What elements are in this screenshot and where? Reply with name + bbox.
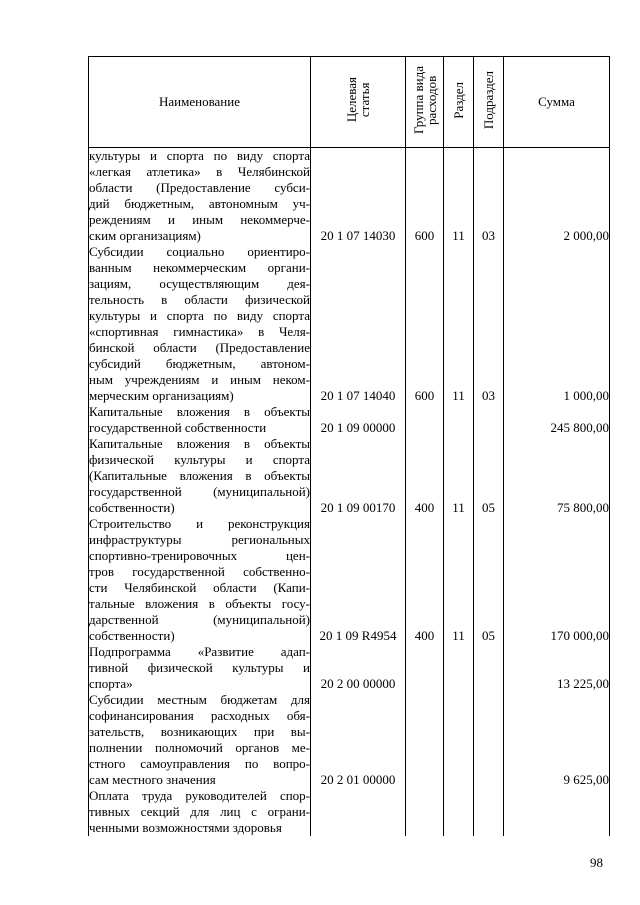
name-line: Капитальные вложения в объекты — [89, 436, 310, 451]
row-sum: 9 625,00 — [504, 692, 610, 788]
name-line: «легкая атлетика» в Челябинской — [89, 164, 310, 179]
row-section: 11 — [444, 244, 474, 404]
name-line: культуры и спорта по виду спорта — [89, 308, 310, 323]
table-body — [89, 148, 610, 837]
header-name: Наименование — [89, 57, 311, 148]
name-line: тров государственной собственно- — [89, 564, 310, 579]
row-article: 20 1 07 14040 — [311, 244, 406, 404]
header-subsection: Подраздел — [474, 57, 504, 148]
row-section — [444, 404, 474, 436]
row-article: 20 2 01 00000 — [311, 692, 406, 788]
row-group — [406, 404, 444, 436]
row-subsection: 05 — [474, 516, 504, 644]
name-line: тивных секций для лиц с ограни- — [89, 804, 310, 819]
table-row — [89, 516, 610, 644]
row-group: 600 — [406, 148, 444, 245]
name-line: тальные вложения в объекты госу- — [89, 596, 310, 611]
row-sum: 245 800,00 — [504, 404, 610, 436]
row-sum — [504, 788, 610, 836]
name-line: государственной (муниципальной) — [89, 484, 310, 499]
row-name — [89, 436, 311, 516]
name-line: сам местного значения — [89, 772, 216, 787]
table-row — [89, 692, 610, 788]
row-name — [89, 788, 311, 836]
row-article: 20 1 09 00170 — [311, 436, 406, 516]
row-section — [444, 788, 474, 836]
table-header — [89, 57, 610, 148]
name-line: области (Предоставление субси- — [89, 180, 310, 195]
row-name — [89, 244, 311, 404]
row-section — [444, 644, 474, 692]
row-article: 20 2 00 00000 — [311, 644, 406, 692]
table-row — [89, 404, 610, 436]
table-row — [89, 788, 610, 836]
name-line: тивной физической культуры и — [89, 660, 310, 675]
name-line: ным учреждениям и иным неком- — [89, 372, 310, 387]
name-line: спорта» — [89, 676, 133, 691]
row-group: 400 — [406, 436, 444, 516]
row-name — [89, 644, 311, 692]
name-line: Субсидии местным бюджетам для — [89, 692, 310, 707]
row-name — [89, 516, 311, 644]
row-group — [406, 788, 444, 836]
page-number: 98 — [590, 855, 603, 870]
row-section: 11 — [444, 516, 474, 644]
row-name — [89, 404, 311, 436]
row-group: 600 — [406, 244, 444, 404]
row-subsection — [474, 692, 504, 788]
row-name — [89, 148, 311, 245]
row-article — [311, 788, 406, 836]
name-line: государственной собственности — [89, 420, 267, 435]
name-line: полнении полномочий органов ме- — [89, 740, 310, 755]
header-article: Целевая статья — [311, 57, 406, 148]
name-line: ченными возможностями здоровья — [89, 820, 282, 835]
row-section — [444, 692, 474, 788]
row-sum: 2 000,00 — [504, 148, 610, 245]
row-sum: 75 800,00 — [504, 436, 610, 516]
header-group: Группа вида расходов — [406, 57, 444, 148]
row-group — [406, 644, 444, 692]
name-line: «спортивная гимнастика» в Челя- — [89, 324, 310, 339]
name-line: физической культуры и спорта — [89, 452, 310, 467]
name-line: мерческим организациям) — [89, 388, 234, 403]
name-line: сти Челябинской области (Капи- — [89, 580, 310, 595]
row-article: 20 1 09 R4954 — [311, 516, 406, 644]
row-subsection: 03 — [474, 148, 504, 245]
row-sum: 13 225,00 — [504, 644, 610, 692]
row-subsection — [474, 404, 504, 436]
name-line: Подпрограмма «Развитие адап- — [89, 644, 310, 659]
name-line: зациям, осуществляющим дея- — [89, 276, 310, 291]
row-article: 20 1 07 14030 — [311, 148, 406, 245]
name-line: реждениям и иным некоммерче- — [89, 212, 310, 227]
name-line: Субсидии социально ориентиро- — [89, 244, 310, 259]
name-line: Капитальные вложения в объекты — [89, 404, 310, 419]
name-line: субсидий бюджетным, автоном- — [89, 356, 310, 371]
name-line: дий бюджетным, автономным уч- — [89, 196, 310, 211]
header-section: Раздел — [444, 57, 474, 148]
header-sum: Сумма — [504, 57, 610, 148]
row-subsection — [474, 788, 504, 836]
name-line: спортивно-тренировочных цен- — [89, 548, 310, 563]
name-line: бинской области (Предоставление — [89, 340, 310, 355]
name-line: софинансирования расходных обя- — [89, 708, 310, 723]
row-subsection — [474, 644, 504, 692]
table-row — [89, 148, 610, 245]
name-line: собственности) — [89, 628, 175, 643]
name-line: ванным некоммерческим органи- — [89, 260, 310, 275]
budget-table — [88, 56, 610, 836]
name-line: собственности) — [89, 500, 175, 515]
table-row — [89, 436, 610, 516]
row-subsection: 03 — [474, 244, 504, 404]
name-line: Оплата труда руководителей спор- — [89, 788, 310, 803]
row-name — [89, 692, 311, 788]
name-line: инфраструктуры региональных — [89, 532, 310, 547]
name-line: дарственной (муниципальной) — [89, 612, 310, 627]
name-line: (Капитальные вложения в объекты — [89, 468, 310, 483]
table-row — [89, 644, 610, 692]
row-subsection: 05 — [474, 436, 504, 516]
name-line: зательств, возникающих при вы- — [89, 724, 310, 739]
row-section: 11 — [444, 436, 474, 516]
name-line: стного самоуправления по вопро- — [89, 756, 310, 771]
row-group: 400 — [406, 516, 444, 644]
table-row — [89, 244, 610, 404]
name-line: тельность в области физической — [89, 292, 310, 307]
name-line: ским организациям) — [89, 228, 201, 243]
name-line: Строительство и реконструкция — [89, 516, 310, 531]
row-section: 11 — [444, 148, 474, 245]
name-line: культуры и спорта по виду спорта — [89, 148, 310, 163]
row-sum: 1 000,00 — [504, 244, 610, 404]
row-article: 20 1 09 00000 — [311, 404, 406, 436]
row-group — [406, 692, 444, 788]
row-sum: 170 000,00 — [504, 516, 610, 644]
